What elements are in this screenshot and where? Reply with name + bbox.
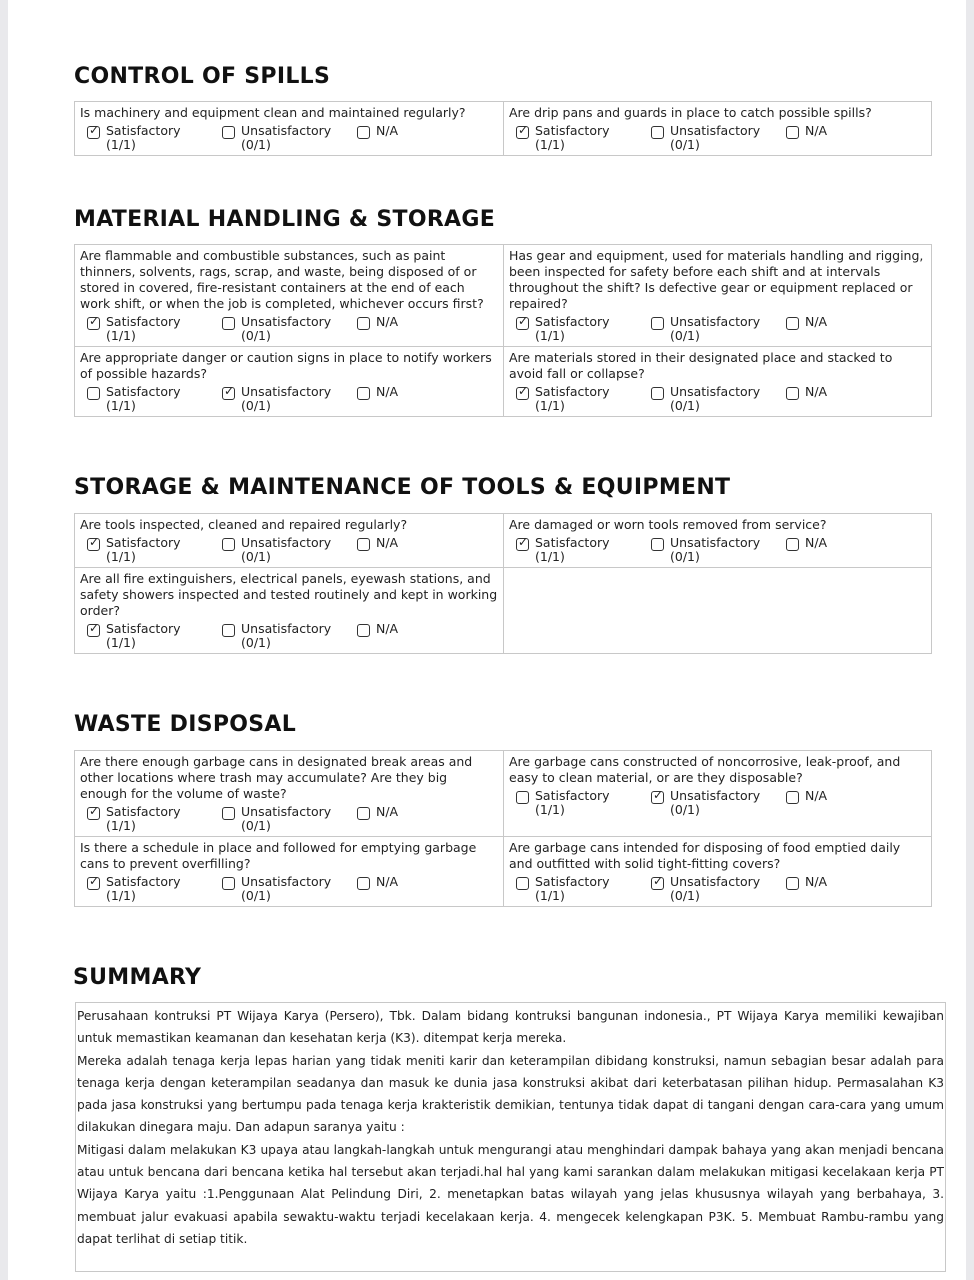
question-cell xyxy=(75,568,503,653)
option-satisfactory[interactable] xyxy=(516,536,651,563)
answer-options xyxy=(80,805,498,832)
checkbox-unsatisfactory[interactable] xyxy=(222,317,235,330)
option-label xyxy=(805,315,827,329)
checklist-waste-disposal xyxy=(74,750,932,907)
option-unsatisfactory[interactable] xyxy=(222,875,357,902)
checklist-control-of-spills xyxy=(74,101,932,156)
option-score: (1/1) xyxy=(535,328,565,343)
question-text: Are all fire extinguishers, electrical panels, eyewash stations, and safety showers inspected and tested routinely and kept in working order? xyxy=(80,571,498,618)
option-label-text: Unsatisfactory xyxy=(670,384,761,399)
option-label-text: Satisfactory xyxy=(106,384,181,399)
option-label-text: N/A xyxy=(805,123,828,138)
option-label xyxy=(805,536,827,550)
option-na[interactable] xyxy=(786,124,876,151)
option-unsatisfactory[interactable] xyxy=(222,805,357,832)
checkbox-satisfactory[interactable] xyxy=(87,804,100,820)
checkbox-na[interactable] xyxy=(357,807,370,820)
section-title-waste-disposal: WASTE DISPOSAL xyxy=(74,712,297,737)
checkbox-satisfactory[interactable] xyxy=(516,384,529,400)
option-score: (0/1) xyxy=(670,398,700,413)
option-na[interactable] xyxy=(786,385,876,412)
option-label xyxy=(241,385,331,412)
question-cell xyxy=(503,837,931,906)
option-satisfactory[interactable] xyxy=(516,124,651,151)
option-label xyxy=(106,124,181,151)
checkmark-icon: ✓ xyxy=(89,804,100,818)
option-score: (1/1) xyxy=(106,888,136,903)
option-label-text: Satisfactory xyxy=(535,314,610,329)
option-label xyxy=(241,315,331,342)
checkbox-satisfactory[interactable] xyxy=(516,535,529,551)
option-label xyxy=(535,875,610,902)
option-label-text: Unsatisfactory xyxy=(670,123,761,138)
option-label-text: Unsatisfactory xyxy=(241,384,332,399)
option-label xyxy=(670,124,760,151)
question-text: Is machinery and equipment clean and maintained regularly? xyxy=(80,105,466,120)
option-score: (0/1) xyxy=(241,635,271,650)
question-cell xyxy=(75,837,503,906)
option-unsatisfactory[interactable] xyxy=(222,622,357,649)
question-text: Is there a schedule in place and followed for emptying garbage cans to prevent overfilling? xyxy=(80,840,477,871)
checkbox-unsatisfactory[interactable] xyxy=(651,126,664,139)
checkbox-na[interactable] xyxy=(786,387,799,400)
option-score: (0/1) xyxy=(670,802,700,817)
checkbox-satisfactory[interactable] xyxy=(87,123,100,139)
option-label xyxy=(241,536,331,563)
option-label-text: N/A xyxy=(805,314,828,329)
option-satisfactory[interactable] xyxy=(87,385,222,412)
checkmark-icon: ✓ xyxy=(653,788,664,802)
checkbox-na[interactable] xyxy=(786,538,799,551)
option-score: (0/1) xyxy=(241,549,271,564)
option-score: (1/1) xyxy=(106,635,136,650)
option-label xyxy=(535,536,610,563)
checkmark-icon: ✓ xyxy=(518,123,529,137)
answer-options xyxy=(509,385,926,412)
option-score: (0/1) xyxy=(241,328,271,343)
option-satisfactory[interactable] xyxy=(87,622,222,649)
option-satisfactory[interactable] xyxy=(87,875,222,902)
option-na[interactable] xyxy=(786,789,876,816)
option-label xyxy=(670,385,760,412)
checkbox-unsatisfactory[interactable] xyxy=(222,807,235,820)
option-label-text: N/A xyxy=(805,535,828,550)
checkmark-icon: ✓ xyxy=(653,874,664,888)
option-label-text: N/A xyxy=(376,804,399,819)
option-satisfactory[interactable] xyxy=(87,124,222,151)
checkbox-unsatisfactory[interactable] xyxy=(222,624,235,637)
checkbox-satisfactory[interactable] xyxy=(87,535,100,551)
option-score: (1/1) xyxy=(106,328,136,343)
option-label xyxy=(241,875,331,902)
question-cell xyxy=(75,347,503,416)
option-unsatisfactory[interactable] xyxy=(222,315,357,342)
checklist-row xyxy=(75,102,931,155)
option-unsatisfactory[interactable] xyxy=(651,385,786,412)
checkmark-icon: ✓ xyxy=(518,314,529,328)
question-cell xyxy=(75,514,503,567)
question-cell xyxy=(503,751,931,836)
checkbox-unsatisfactory[interactable] xyxy=(222,384,235,400)
option-label-text: N/A xyxy=(805,384,828,399)
checkbox-unsatisfactory[interactable] xyxy=(651,317,664,330)
checkbox-satisfactory[interactable] xyxy=(516,791,529,804)
option-score: (1/1) xyxy=(535,549,565,564)
checkmark-icon: ✓ xyxy=(89,874,100,888)
checklist-row xyxy=(75,514,931,567)
question-text: Are there enough garbage cans in designated break areas and other locations where trash may accumulate? Are they big enough for the volume of waste? xyxy=(80,754,473,801)
answer-options xyxy=(80,124,498,151)
question-text: Are flammable and combustible substances, such as paint thinners, solvents, rags, scrap, and waste, being disposed of or stored in covered, fire-resistant containers at the end of each work shift, or when the job is completed, whichever occurs first? xyxy=(80,248,484,311)
option-na[interactable] xyxy=(357,315,447,342)
option-label xyxy=(805,875,827,889)
option-satisfactory[interactable] xyxy=(516,385,651,412)
question-text: Are materials stored in their designated place and stacked to avoid fall or collapse? xyxy=(509,350,893,381)
question-cell xyxy=(503,102,931,155)
summary-paragraph: Perusahaan kontruksi PT Wijaya Karya (Persero), Tbk. Dalam bidang kontruksi bangunan indonesia., PT Wijaya Karya memiliki kewajiban untuk memastikan keamanan dan kesehatan kerja (K3). ditempat kerja mereka. xyxy=(77,1009,944,1046)
checkbox-na[interactable] xyxy=(357,624,370,637)
option-label xyxy=(535,315,610,342)
question-text: Are damaged or worn tools removed from service? xyxy=(509,517,827,532)
option-score: (1/1) xyxy=(106,137,136,152)
answer-options xyxy=(80,622,498,649)
option-satisfactory[interactable] xyxy=(516,875,651,902)
option-score: (0/1) xyxy=(670,137,700,152)
question-cell xyxy=(75,751,503,836)
answer-options xyxy=(80,536,498,563)
checkbox-na[interactable] xyxy=(786,877,799,890)
checkbox-unsatisfactory[interactable] xyxy=(222,126,235,139)
checkmark-icon: ✓ xyxy=(89,621,100,635)
checklist-material-handling xyxy=(74,244,932,417)
option-label xyxy=(106,315,181,342)
option-na[interactable] xyxy=(786,875,876,902)
option-label xyxy=(106,536,181,563)
option-unsatisfactory[interactable] xyxy=(651,124,786,151)
question-cell xyxy=(75,102,503,155)
option-label-text: Satisfactory xyxy=(535,874,610,889)
checkbox-na[interactable] xyxy=(357,126,370,139)
option-label xyxy=(376,536,398,550)
option-label-text: Satisfactory xyxy=(535,384,610,399)
option-score: (0/1) xyxy=(670,888,700,903)
option-label-text: Unsatisfactory xyxy=(241,874,332,889)
question-cell xyxy=(503,347,931,416)
option-label xyxy=(241,124,331,151)
option-satisfactory[interactable] xyxy=(87,315,222,342)
option-label-text: N/A xyxy=(376,314,399,329)
option-satisfactory[interactable] xyxy=(516,315,651,342)
summary-paragraph: Mereka adalah tenaga kerja lepas harian yang tidak meniti karir dan keterampilan dibidang konstruksi, namun sebagian besar adalah para tenaga kerja dengan keterampilan seadanya dan masuk ke dunia jasa konstruksi akibat dari keterbatasan pilihan hidup. Permasalahan K3 pada jasa konstruksi yang bertumpu pada tenaga kerja krakteristik demikian, tentunya tidak dapat di tangani dengan cara-cara yang umum dilakukan dinegara maju. Dan adapun saranya yaitu : xyxy=(77,1053,944,1135)
option-unsatisfactory[interactable] xyxy=(651,315,786,342)
checklist-row xyxy=(75,346,931,416)
option-label-text: Unsatisfactory xyxy=(670,788,761,803)
empty-cell xyxy=(503,568,931,653)
section-title-summary: SUMMARY xyxy=(73,965,202,990)
option-label-text: Satisfactory xyxy=(106,621,181,636)
option-na[interactable] xyxy=(357,385,447,412)
summary-box xyxy=(75,1002,946,1272)
checkbox-unsatisfactory[interactable] xyxy=(222,877,235,890)
checkbox-na[interactable] xyxy=(357,387,370,400)
option-satisfactory[interactable] xyxy=(87,805,222,832)
option-label xyxy=(106,385,181,412)
answer-options xyxy=(509,789,926,816)
option-score: (0/1) xyxy=(241,398,271,413)
question-text: Are garbage cans intended for disposing of food emptied daily and outfitted with solid tight-fitting covers? xyxy=(509,840,901,871)
option-label-text: Unsatisfactory xyxy=(670,314,761,329)
option-na[interactable] xyxy=(357,875,447,902)
question-text: Are garbage cans constructed of noncorrosive, leak-proof, and easy to clean material, or are they disposable? xyxy=(509,754,901,785)
option-label xyxy=(241,622,331,649)
option-unsatisfactory[interactable] xyxy=(222,385,357,412)
checkbox-satisfactory[interactable] xyxy=(87,387,100,400)
checkbox-na[interactable] xyxy=(357,538,370,551)
option-unsatisfactory[interactable] xyxy=(222,124,357,151)
question-cell xyxy=(503,245,931,346)
checkbox-satisfactory[interactable] xyxy=(87,874,100,890)
question-text: Has gear and equipment, used for materials handling and rigging, been inspected for safety before each shift and at intervals throughout the shift? Is defective gear or equipment replaced or repaired? xyxy=(509,248,924,311)
option-label-text: N/A xyxy=(805,874,828,889)
checkbox-satisfactory[interactable] xyxy=(516,314,529,330)
checkbox-unsatisfactory[interactable] xyxy=(651,387,664,400)
option-satisfactory[interactable] xyxy=(87,536,222,563)
option-label-text: N/A xyxy=(376,874,399,889)
option-label-text: Satisfactory xyxy=(106,314,181,329)
checkbox-satisfactory[interactable] xyxy=(516,877,529,890)
question-text: Are drip pans and guards in place to catch possible spills? xyxy=(509,105,872,120)
option-label xyxy=(106,805,181,832)
option-na[interactable] xyxy=(786,315,876,342)
option-label xyxy=(535,385,610,412)
option-label xyxy=(241,805,331,832)
checkbox-na[interactable] xyxy=(786,126,799,139)
option-label xyxy=(106,875,181,902)
option-label xyxy=(805,124,827,138)
checkbox-unsatisfactory[interactable] xyxy=(651,788,664,804)
option-label-text: Unsatisfactory xyxy=(241,314,332,329)
checkbox-satisfactory[interactable] xyxy=(516,123,529,139)
option-label xyxy=(805,385,827,399)
option-label-text: Unsatisfactory xyxy=(241,804,332,819)
option-label-text: Unsatisfactory xyxy=(241,123,332,138)
option-score: (0/1) xyxy=(241,818,271,833)
option-label xyxy=(535,789,610,816)
option-label-text: Satisfactory xyxy=(106,535,181,550)
summary-paragraph: Mitigasi dalam melakukan K3 upaya atau langkah-langkah untuk mengurangi atau menghindari dampak bahaya yang akan menjadi bencana atau untuk bencana dari bencana ketika hal tersebut akan terjadi.hal hal yang kami sarankan dalam melakukan mitigasi kecelakaan kerja PT Wijaya Karya yaitu :1.Penggunaan Alat Pelindung Diri, 2. menetapkan batas wilayah yang jelas khususnya wilayah yang berbahaya, 3. membuat jalur evakuasi apabila sewaktu-waktu terjadi kecelakaan kerja. 4. mengecek kelengkapan P3K. 5. Membuat Rambu-rambu yang dapat terlihat di setiap titik. xyxy=(77,1142,944,1246)
question-text: Are appropriate danger or caution signs in place to notify workers of possible hazards? xyxy=(80,350,492,381)
option-label xyxy=(376,805,398,819)
option-na[interactable] xyxy=(357,805,447,832)
option-label-text: Satisfactory xyxy=(535,788,610,803)
option-score: (1/1) xyxy=(106,549,136,564)
option-score: (0/1) xyxy=(670,328,700,343)
section-title-control-of-spills: CONTROL OF SPILLS xyxy=(74,64,331,89)
option-label xyxy=(376,315,398,329)
checkmark-icon: ✓ xyxy=(89,314,100,328)
option-score: (1/1) xyxy=(535,802,565,817)
option-label-text: N/A xyxy=(376,621,399,636)
checkbox-satisfactory[interactable] xyxy=(87,621,100,637)
answer-options xyxy=(509,124,926,151)
option-na[interactable] xyxy=(357,124,447,151)
option-unsatisfactory[interactable] xyxy=(651,536,786,563)
option-unsatisfactory[interactable] xyxy=(222,536,357,563)
checkbox-na[interactable] xyxy=(786,317,799,330)
checkmark-icon: ✓ xyxy=(518,535,529,549)
option-na[interactable] xyxy=(357,536,447,563)
option-label-text: Unsatisfactory xyxy=(670,874,761,889)
report-page xyxy=(8,0,966,1280)
checkbox-na[interactable] xyxy=(786,791,799,804)
option-label xyxy=(106,622,181,649)
option-label xyxy=(376,622,398,636)
answer-options xyxy=(80,315,498,342)
checkbox-na[interactable] xyxy=(357,877,370,890)
option-label-text: N/A xyxy=(376,123,399,138)
option-label xyxy=(376,385,398,399)
option-label xyxy=(805,789,827,803)
checkmark-icon: ✓ xyxy=(518,384,529,398)
option-label-text: Satisfactory xyxy=(106,874,181,889)
option-score: (1/1) xyxy=(535,398,565,413)
checklist-tools-equipment xyxy=(74,513,932,654)
option-label-text: N/A xyxy=(805,788,828,803)
option-satisfactory[interactable] xyxy=(516,789,651,816)
option-label xyxy=(535,124,610,151)
option-unsatisfactory[interactable] xyxy=(651,789,786,816)
checkbox-unsatisfactory[interactable] xyxy=(651,538,664,551)
option-label-text: Unsatisfactory xyxy=(241,535,332,550)
option-score: (0/1) xyxy=(241,888,271,903)
option-label xyxy=(376,875,398,889)
checkbox-satisfactory[interactable] xyxy=(87,314,100,330)
option-na[interactable] xyxy=(357,622,447,649)
option-label-text: Unsatisfactory xyxy=(241,621,332,636)
checkmark-icon: ✓ xyxy=(89,535,100,549)
option-unsatisfactory[interactable] xyxy=(651,875,786,902)
option-score: (0/1) xyxy=(670,549,700,564)
option-label-text: Satisfactory xyxy=(535,535,610,550)
option-score: (1/1) xyxy=(106,818,136,833)
option-label xyxy=(670,315,760,342)
option-label xyxy=(376,124,398,138)
section-title-tools-equipment: STORAGE & MAINTENANCE OF TOOLS & EQUIPMENT xyxy=(74,475,731,500)
option-score: (1/1) xyxy=(106,398,136,413)
answer-options xyxy=(509,536,926,563)
option-label-text: Satisfactory xyxy=(535,123,610,138)
question-cell xyxy=(75,245,503,346)
option-label xyxy=(670,536,760,563)
option-na[interactable] xyxy=(786,536,876,563)
answer-options xyxy=(509,315,926,342)
checkmark-icon: ✓ xyxy=(89,123,100,137)
checklist-row xyxy=(75,836,931,906)
option-score: (1/1) xyxy=(535,137,565,152)
option-label-text: Unsatisfactory xyxy=(670,535,761,550)
option-label-text: N/A xyxy=(376,535,399,550)
answer-options xyxy=(509,875,926,902)
question-text: Are tools inspected, cleaned and repaired regularly? xyxy=(80,517,408,532)
option-label xyxy=(670,789,760,816)
checkbox-unsatisfactory[interactable] xyxy=(222,538,235,551)
answer-options xyxy=(80,875,498,902)
section-title-material-handling: MATERIAL HANDLING & STORAGE xyxy=(74,207,496,232)
option-label xyxy=(670,875,760,902)
checklist-row xyxy=(75,567,931,653)
answer-options xyxy=(80,385,498,412)
option-label-text: Satisfactory xyxy=(106,123,181,138)
checklist-row xyxy=(75,245,931,346)
option-label-text: Satisfactory xyxy=(106,804,181,819)
checkbox-unsatisfactory[interactable] xyxy=(651,874,664,890)
checkbox-na[interactable] xyxy=(357,317,370,330)
option-score: (0/1) xyxy=(241,137,271,152)
checklist-row xyxy=(75,751,931,836)
question-cell xyxy=(503,514,931,567)
checkmark-icon: ✓ xyxy=(224,384,235,398)
option-label-text: N/A xyxy=(376,384,399,399)
option-score: (1/1) xyxy=(535,888,565,903)
